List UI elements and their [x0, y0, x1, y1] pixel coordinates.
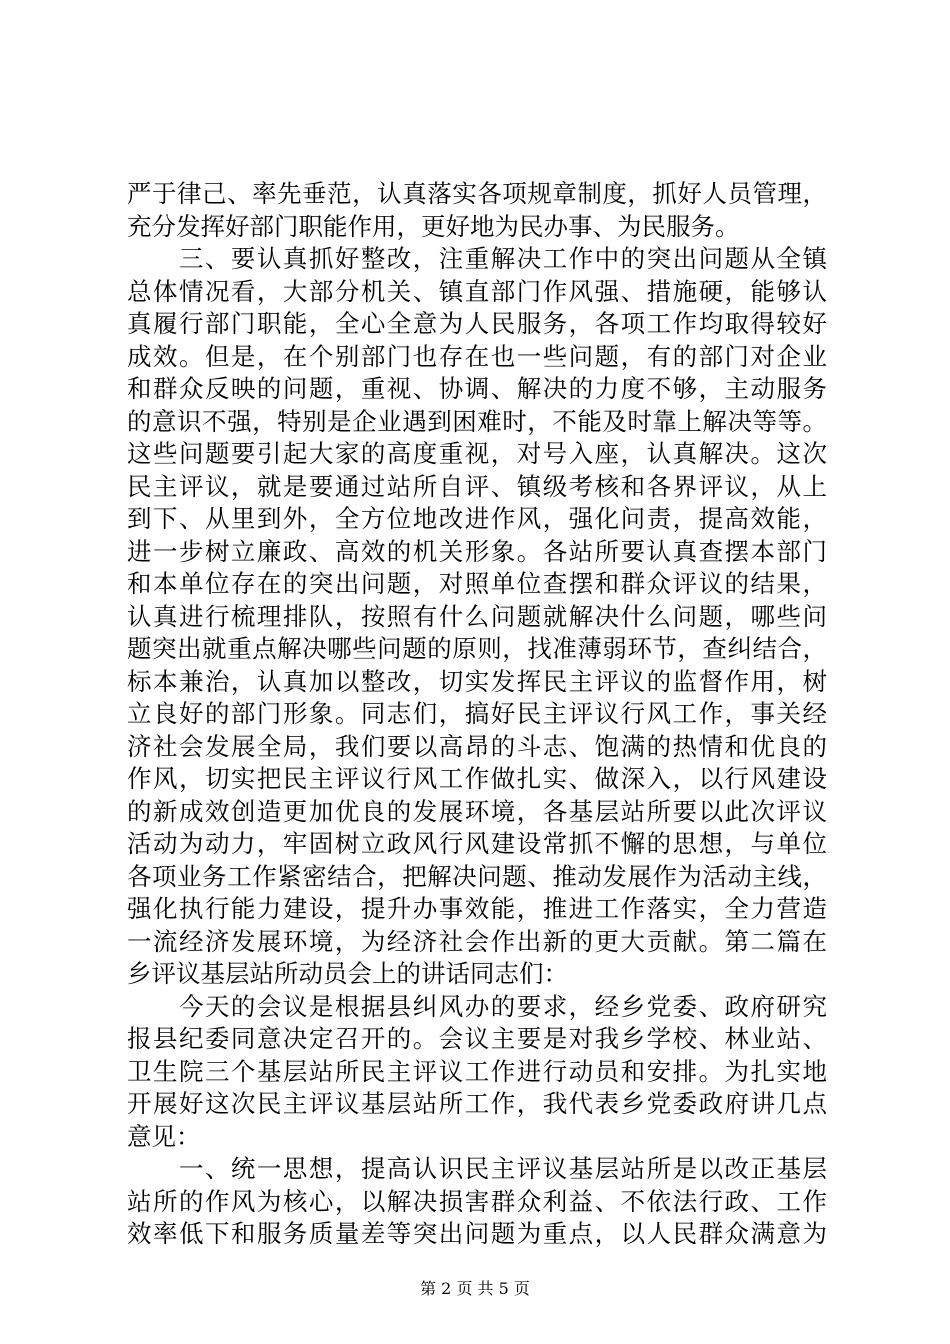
text-line: 济社会发展全局，我们要以高昂的斗志、饱满的热情和优良的: [127, 731, 827, 761]
text-line: 报县纪委同意决定召开的。会议主要是对我乡学校、林业站、: [127, 1024, 827, 1053]
text-line: 和群众反映的问题，重视、协调、解决的力度不够，主动服务: [127, 374, 827, 403]
text-line: 一、统一思想，提高认识民主评议基层站所是以改正基层: [127, 1154, 827, 1183]
text-line: 总体情况看，大部分机关、镇直部门作风强、措施硬，能够认: [127, 276, 827, 306]
text-line: 真履行部门职能，全心全意为人民服务，各项工作均取得较好: [127, 309, 827, 338]
text-line: 民主评议，就是要通过站所自评、镇级考核和各界评议，从上: [127, 471, 827, 501]
text-line: 立良好的部门形象。同志们，搞好民主评议行风工作，事关经: [127, 699, 827, 728]
text-line: 活动为动力，牢固树立政风行风建设常抓不懈的思想，与单位: [127, 829, 827, 858]
text-line: 到下、从里到外，全方位地改进作风，强化问责，提高效能，: [127, 504, 827, 533]
text-line: 的新成效创造更加优良的发展环境，各基层站所要以此次评议: [127, 796, 827, 826]
text-line: 认真进行梳理排队，按照有什么问题就解决什么问题，哪些问: [127, 601, 827, 631]
text-line: 一流经济发展环境，为经济社会作出新的更大贡献。第二篇在: [127, 926, 827, 956]
text-line: 意见：: [127, 1121, 201, 1151]
text-line: 进一步树立廉政、高效的机关形象。各站所要认真查摆本部门: [127, 536, 827, 566]
page-footer: 第 2 页 共 5 页: [420, 1279, 530, 1298]
text-line: 严于律己、率先垂范，认真落实各项规章制度，抓好人员管理，: [127, 179, 827, 208]
text-line: 成效。但是，在个别部门也存在也一些问题，有的部门对企业: [127, 341, 827, 371]
text-line: 题突出就重点解决哪些问题的原则，找准薄弱环节，查纠结合，: [127, 634, 827, 663]
text-line: 的意识不强，特别是企业遇到困难时，不能及时靠上解决等等。: [127, 406, 827, 436]
text-line: 开展好这次民主评议基层站所工作，我代表乡党委政府讲几点: [127, 1089, 827, 1118]
text-line: 充分发挥好部门职能作用，更好地为民办事、为民服务。: [127, 211, 740, 241]
text-line: 效率低下和服务质量差等突出问题为重点，以人民群众满意为: [127, 1219, 827, 1248]
text-line: 站所的作风为核心，以解决损害群众利益、不依法行政、工作: [127, 1186, 827, 1216]
text-line: 作风，切实把民主评议行风工作做扎实、做深入，以行风建设: [127, 764, 827, 793]
text-line: 这些问题要引起大家的高度重视，对号入座，认真解决。这次: [127, 439, 827, 468]
text-line: 乡评议基层站所动员会上的讲话同志们：: [127, 959, 568, 988]
text-line: 三、要认真抓好整改，注重解决工作中的突出问题从全镇: [127, 244, 827, 273]
text-line: 今天的会议是根据县纠风办的要求，经乡党委、政府研究: [127, 991, 827, 1021]
text-line: 各项业务工作紧密结合，把解决问题、推动发展作为活动主线，: [127, 861, 827, 891]
text-line: 和本单位存在的突出问题，对照单位查摆和群众评议的结果，: [127, 569, 827, 598]
text-line: 卫生院三个基层站所民主评议工作进行动员和安排。为扎实地: [127, 1056, 827, 1086]
text-line: 标本兼治，认真加以整改，切实发挥民主评议的监督作用，树: [127, 666, 827, 696]
body-text: [127, 178, 827, 1251]
text-line: 强化执行能力建设，提升办事效能，推进工作落实，全力营造: [127, 894, 827, 923]
